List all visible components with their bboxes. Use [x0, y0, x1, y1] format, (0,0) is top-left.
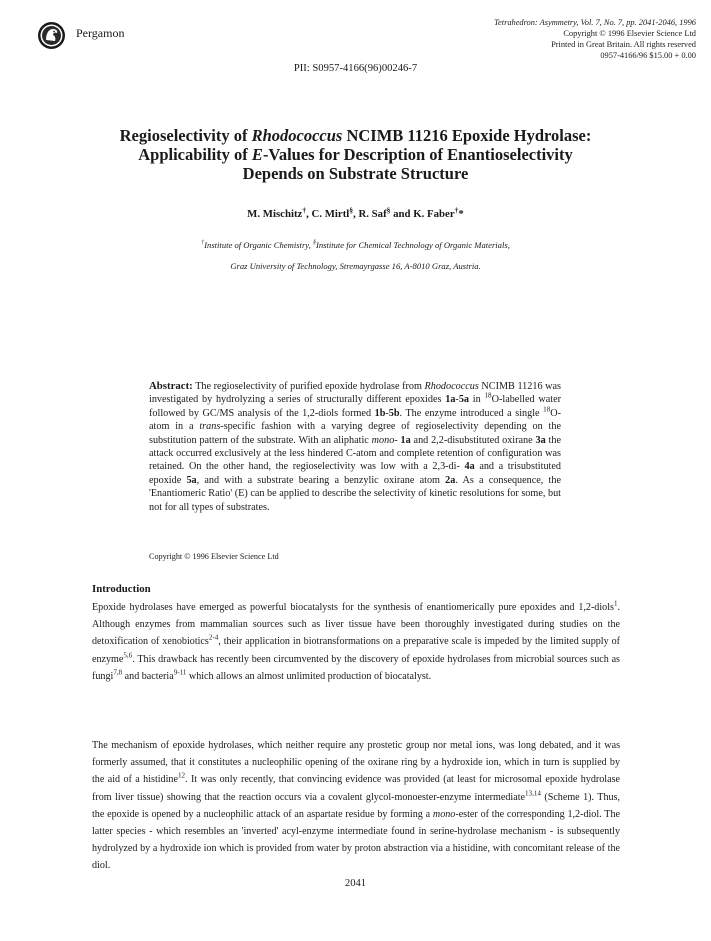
abstract-block: Abstract: The regioselectivity of purified epoxide hydrolase from Rhodococcus NCIMB 11216 was investigated by hydrolyzing a series of structurally different epoxides 1a-5a in $^{18}$O-labelled water followed by GC/MS analysis of the 1,2-diols formed 1b-5b. The enzyme introduced a single $^{18}$O-atom in a trans-specific fashion with a varying degree of regioselectivity depending on the substitution pattern of the substrate. With an aliphatic mono- 1a and 2,2-disubstituted oxirane 3a the attack occurred exclusively at the less hindered C-atom and complete retention of configuration was retained. On the other hand, the regioselectivity was low with a 2,3-di- 4a and a trisubstituted epoxide 5a, and with a substrate bearing a benzylic oxirane atom 2a. As a consequence, the 'Enantiomeric Ratio' (E) can be applied to describe the selectivity of kinetic resolutions for some, but not for all types of substrates.	[149, 380, 561, 513]
affiliation-line-2: Graz University of Technology, Stremayrgasse 16, A-8010 Graz, Austria.	[230, 261, 481, 271]
publisher-name: Pergamon	[76, 26, 125, 40]
pergamon-logo-icon	[37, 21, 66, 50]
introduction-paragraph-1: Epoxide hydrolases have emerged as powerful biocatalysts for the synthesis of enantiomerically pure epoxides and 1,2-diols$^1$. Although enzymes from mammalian sources such as liver tissue have been thoroughly investigated during studies on the detoxification of xenobiotics$^{2-4}$, their application in biotransformations on a preparative scale is impeded by the limited supply of enzyme$^{5,6}$. This drawback has recently been circumvented by the discovery of epoxide hydrolases from microbial sources such as fungi$^{7,8}$ and bacteria$^{9-11}$ which allows an almost unlimited production of biocatalyst.	[92, 599, 620, 682]
pii-identifier: PII: S0957-4166(96)00246-7	[293, 63, 418, 74]
author-list: M. Mischitz†, C. Mirtl§, R. Saf§ and K. Faber†*	[247, 205, 464, 220]
introduction-paragraph-2: The mechanism of epoxide hydrolases, which neither require any prostetic group nor metal ions, was long debated, and it was formerly assumed, that it constitutes a nucleophilic opening of the oxirane ring by a hydroxide ion, which in turn is supplied by the aid of a histidine$^{12}$. It was only recently, that convincing evidence was provided (at least for microsomal epoxide hydrolase from liver tissue) showing that the reaction occurs via a covalent glycol-monoester-enzyme intermediate$^{13,14}$ (Scheme 1). Thus, the epoxide is opened by a nucleophilic attack of an aspartate residue by forming a mono-ester of the corresponding 1,2-diol. The latter species - which resembles an 'inverted' acyl-enzyme intermediate found in serine-hydrolase mechanism - is subsequently hydrolyzed by a hydroxide ion which is provided from water by proton abstraction via a histidine, with concomitant release of the diol.	[92, 740, 621, 872]
page-number: 2041	[344, 878, 367, 889]
journal-citation: Tetrahedron: Asymmetry, Vol. 7, No. 7, pp. 2041-2046, 1996	[494, 18, 696, 27]
abstract-copyright: Copyright © 1996 Elsevier Science Ltd	[149, 552, 279, 561]
article-title: Regioselectivity of Rhodococcus NCIMB 11216 Epoxide Hydrolase: Applicability of E-Values for Description of Enantioselectivity Depends on Substrate Structure	[119, 126, 592, 183]
copyright-line: Copyright © 1996 Elsevier Science Ltd	[563, 29, 696, 38]
printed-line: Printed in Great Britain. All rights reserved	[551, 40, 696, 49]
abstract-label: Abstract:	[149, 380, 193, 392]
section-heading-introduction: Introduction	[92, 583, 151, 595]
issn-price-line: 0957-4166/96 $15.00 + 0.00	[600, 51, 696, 60]
affiliation-line-1: †Institute of Organic Chemistry, §Institute for Chemical Technology of Organic Materials,	[201, 240, 510, 250]
